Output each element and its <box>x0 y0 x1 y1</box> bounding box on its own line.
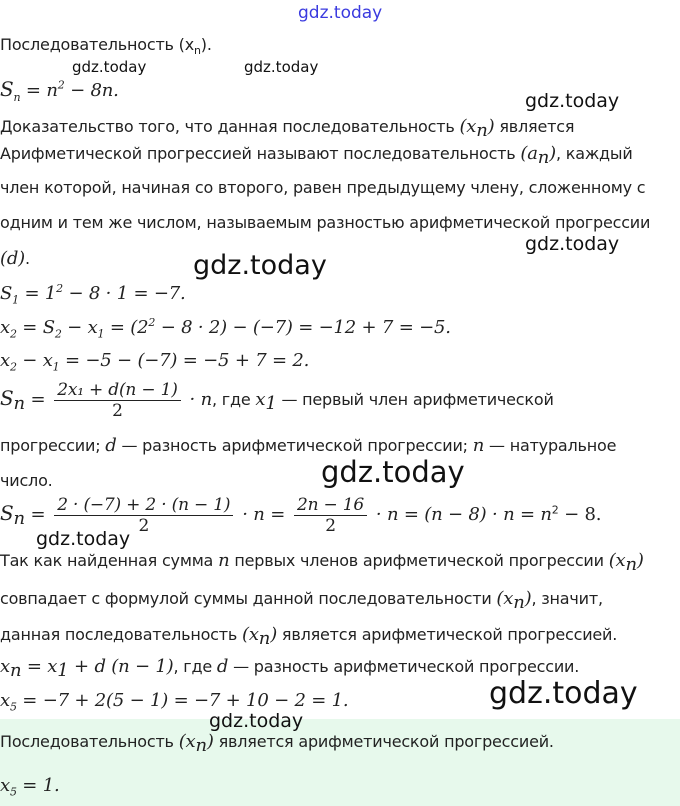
x2-calc: $x_2 = S_2 - x_1 = (2^2 - 8 \cdot 2) - (-7) = -12 + 7 = -5$. <box>0 316 451 341</box>
definition-line-2: член которой, начиная со второго, равен предыдущему члену, сложенному с <box>0 178 646 197</box>
fraction: $\frac{\text{2x₁ + d(n − 1)}}{2}$ <box>54 380 180 421</box>
conclusion-line-1: Так как найденная сумма n первых членов арифметической прогрессии $(x_n)$ <box>0 550 644 576</box>
formula-explanation-end: число. <box>0 471 53 490</box>
watermark: gdz.today <box>525 90 620 112</box>
answer-block <box>0 719 680 806</box>
watermark: gdz.today <box>321 455 465 489</box>
watermark: gdz.today <box>193 250 327 281</box>
watermark: gdz.today <box>209 710 304 732</box>
definition-line-1: Арифметической прогрессией называют последовательность $(a_n)$, каждый <box>0 143 633 169</box>
difference-calc: $x_2 - x_1 = -5 - (-7) = -5 + 7 = 2$. <box>0 350 310 374</box>
conclusion-line-3: данная последовательность $(x_n)$ является арифметической прогрессией. <box>0 624 618 650</box>
watermark: gdz.today <box>489 676 638 711</box>
answer-statement: Последовательность $(x_n)$ является арифметической прогрессией. <box>0 731 554 757</box>
conclusion-line-2: совпадает с формулой суммы данной последовательности $(x_n)$, значит, <box>0 588 603 614</box>
answer-x5: $x_5 = 1$. <box>0 775 60 799</box>
x5-calc: $x_5 = -7 + 2(5 - 1) = -7 + 10 - 2 = 1$. <box>0 690 349 714</box>
watermark: gdz.today <box>525 233 620 255</box>
definition-line-3: одним и тем же числом, называемым разностью арифметической прогрессии <box>0 213 651 232</box>
definition-line-4: (d). <box>0 248 30 269</box>
formula-explanation: прогрессии; d — разность арифметической прогрессии; n — натуральное <box>0 435 617 456</box>
watermark: gdz.today <box>36 528 131 550</box>
fraction: $\frac{2 \cdot (-7) + 2 \cdot (n - 1)}{2}$ <box>54 495 233 536</box>
nth-term-formula: $x_n = x_1 + d$ (n − 1), где d — разность арифметической прогрессии. <box>0 656 580 682</box>
fraction: $\frac{2n - 16}{2}$ <box>294 495 367 536</box>
watermark-top: gdz.today <box>298 3 383 23</box>
sum-formula: $S_n = n^2 - 8n$. <box>0 77 119 104</box>
proof-intro: Доказательство того, что данная последовательность $(x_n)$ является <box>0 116 575 142</box>
watermark: gdz.today <box>72 58 147 76</box>
s1-calc: $S_1 = 1^2 - 8 \cdot 1 = -7$. <box>0 282 186 307</box>
given-sequence: Последовательность $(x_n)$. <box>0 35 212 58</box>
watermark: gdz.today <box>244 58 319 76</box>
sn-derivation: $S_n$ = $\frac{2 \cdot (-7) + 2 \cdot (n - 1)}{2}$ · n = $\frac{2n - 16}{2}$ · $n = (n - 8) \cdot n = n^2 - 8$. <box>0 495 602 536</box>
ap-sum-formula: $S_n$ = $\frac{\text{2x₁ + d(n − 1)}}{2}$ · n, где $x_1$ — первый член арифметической <box>0 380 554 421</box>
